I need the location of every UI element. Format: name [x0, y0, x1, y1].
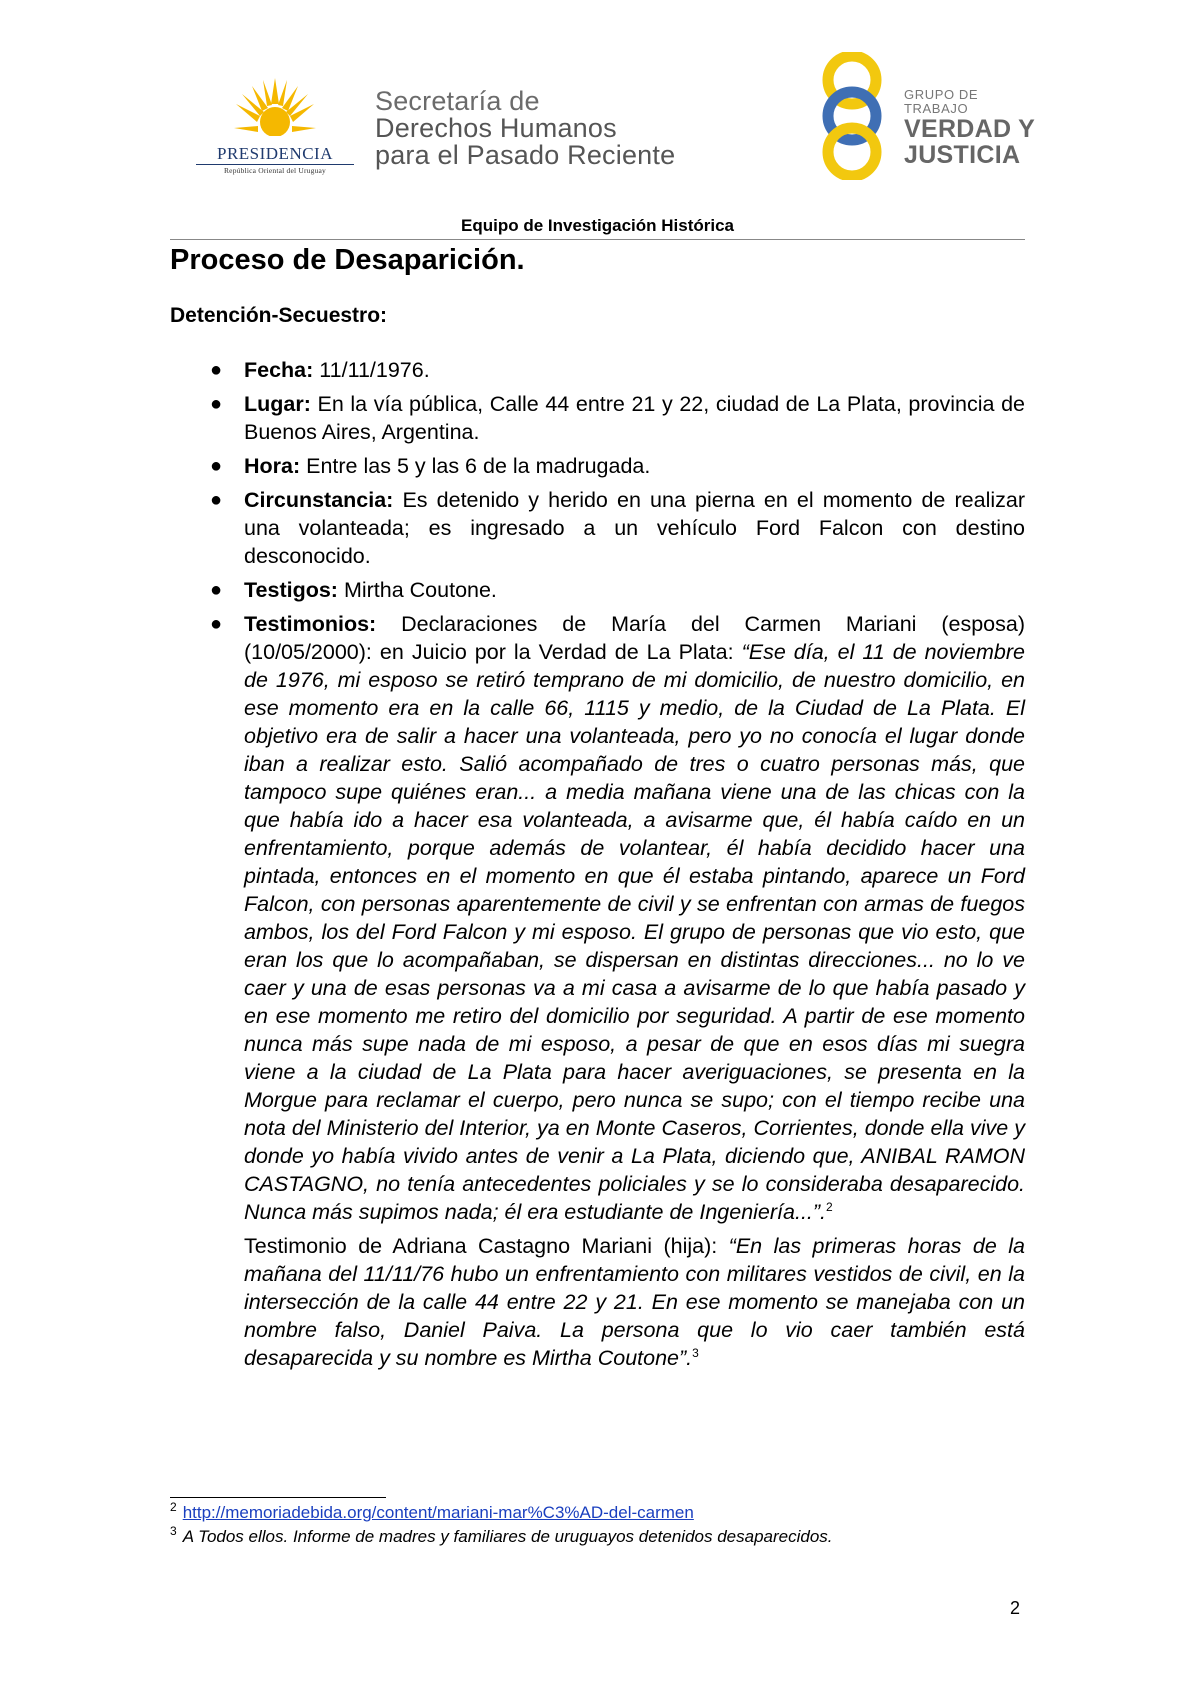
gtvj-small-label: GRUPO DE TRABAJO	[904, 87, 979, 116]
gtvj-line-2: JUSTICIA	[904, 141, 1021, 169]
item-label: Testimonios:	[244, 612, 377, 636]
team-heading: Equipo de Investigación Histórica	[461, 216, 734, 235]
page-number: 2	[1010, 1598, 1021, 1618]
bullet-icon: ●	[210, 489, 223, 511]
bullet-icon: ●	[210, 613, 223, 635]
item-text: Es detenido y herido en una pierna en el momento de realizar una volanteada; es ingresado a un vehículo Ford Falcon con destino desconocido.	[244, 488, 1025, 568]
header-divider	[170, 239, 1025, 240]
list-item	[170, 486, 1025, 570]
item-text: 11/11/1976.	[313, 358, 430, 382]
bullet-icon: ●	[210, 359, 223, 381]
secretaria-line-1: Secretaría de	[375, 86, 540, 116]
footnote-ref: 3	[692, 1345, 699, 1360]
list-item	[170, 356, 1025, 384]
presidencia-label: PRESIDENCIA	[216, 144, 333, 163]
testimony-quote: “Ese día, el 11 de noviembre de 1976, mi esposo se retiró temprano de mi domicilio, de nuestro domicilio, en ese momento era en la calle 66, 1115 y medio, de la Ciudad de La Plata. El objetivo era de salir a hacer una volanteada, pero yo no conocía el lugar donde iban a realizar esto. Salió acompañado de tres o cuatro personas más, que tampoco supe quiénes eran... a media mañana viene una de las chicas con la que había ido a hacer esa volanteada, a avisarme que, él había caído en un enfrentamiento, porque además de volantear, él había decidido hacer una pintada, entonces en el momento en que él estaba pintando, aparece un Ford Falcon, con personas aparentemente de civil y se enfrentan con armas de fuegos ambos, los del Ford Falcon y mi esposo. El grupo de personas que vio esto, que eran los que lo acompañaban, se dispersan en distintas direcciones... no lo ve caer y una de esas personas va a mi casa a avisarme de lo que había pasado y en ese momento me retiro del domicilio por seguridad. A partir de ese momento nunca más supe nada de mi esposo, a pesar de que en esos días mi suegra viene a la ciudad de La Plata para hacer averiguaciones, se presenta en la Morgue para reclamar el cuerpo, pero nunca se supo; con el tiempo recibe una nota del Ministerio del Interior, ya en Monte Caseros, Corrientes, donde ella vive y donde yo había vivido antes de venir a La Plata, diciendo que, ANIBAL RAMON CASTAGNO, no tenía antecedentes policiales y se lo consideraba desaparecido. Nunca más supimos nada; él era estudiante de Ingeniería...”.	[244, 640, 1025, 1224]
verdad-justicia-text	[904, 88, 1038, 168]
item-label: Lugar:	[244, 392, 311, 416]
bullet-icon: ●	[210, 393, 223, 415]
section-subtitle: Detención-Secuestro:	[170, 304, 388, 327]
verdad-justicia-logo	[818, 52, 1038, 182]
footnote-text: A Todos ellos. Informe de madres y familiares de uruguayos detenidos desaparecidos.	[182, 1527, 833, 1546]
footnote-link[interactable]: http://memoriadebida.org/content/mariani-mar%C3%AD-del-carmen	[182, 1503, 694, 1522]
item-label: Circunstancia:	[244, 488, 394, 512]
secretaria-logo-text	[375, 88, 675, 169]
rings-icon	[818, 52, 898, 180]
footnote-number: 2	[170, 1500, 177, 1515]
detail-list	[170, 356, 1025, 1372]
testimony-intro: Testimonio de Adriana Castagno Mariani (hija):	[244, 1234, 729, 1258]
page-title: Proceso de Desaparición.	[170, 244, 525, 276]
item-label: Hora:	[244, 454, 301, 478]
footnote-divider	[170, 1497, 386, 1498]
list-item	[170, 452, 1025, 480]
secretaria-line-3: para el Pasado Reciente	[375, 140, 676, 170]
presidencia-logo	[196, 78, 354, 178]
footnote-number: 3	[170, 1524, 177, 1539]
footnote	[170, 1524, 1025, 1547]
list-item	[170, 610, 1025, 1226]
presidencia-subtitle: República Oriental del Uruguay	[223, 166, 326, 175]
footnote-ref: 2	[826, 1199, 833, 1214]
testimony-paragraph	[170, 1232, 1025, 1372]
footnote	[170, 1500, 1025, 1523]
bullet-icon: ●	[210, 579, 223, 601]
bullet-icon: ●	[210, 455, 223, 477]
secretaria-line-2: Derechos Humanos	[375, 113, 617, 143]
item-text: Declaraciones de María del Carmen Mariani (esposa) (10/05/2000): en Juicio por la Verdad de La Plata:	[244, 612, 1025, 664]
testimony-quote: “En las primeras horas de la mañana del 11/11/76 hubo un enfrentamiento con militares vestidos de civil, en la intersección de la calle 44 entre 22 y 21. En ese momento se manejaba con un nombre falso, Daniel Paiva. La persona que lo vio caer también está desaparecida y su nombre es Mirtha Coutone”.	[244, 1234, 1025, 1370]
list-item	[170, 576, 1025, 604]
sun-icon	[234, 78, 316, 144]
item-text: Mirtha Coutone.	[337, 578, 497, 602]
item-label: Testigos:	[244, 578, 338, 602]
gtvj-line-1: VERDAD Y	[904, 115, 1036, 143]
divider	[196, 164, 354, 165]
item-label: Fecha:	[244, 358, 314, 382]
page-header	[0, 0, 1190, 215]
item-text: En la vía pública, Calle 44 entre 21 y 22, ciudad de La Plata, provincia de Buenos Aires, Argentina.	[244, 392, 1025, 444]
list-item	[170, 390, 1025, 446]
item-text: Entre las 5 y las 6 de la madrugada.	[300, 454, 651, 478]
